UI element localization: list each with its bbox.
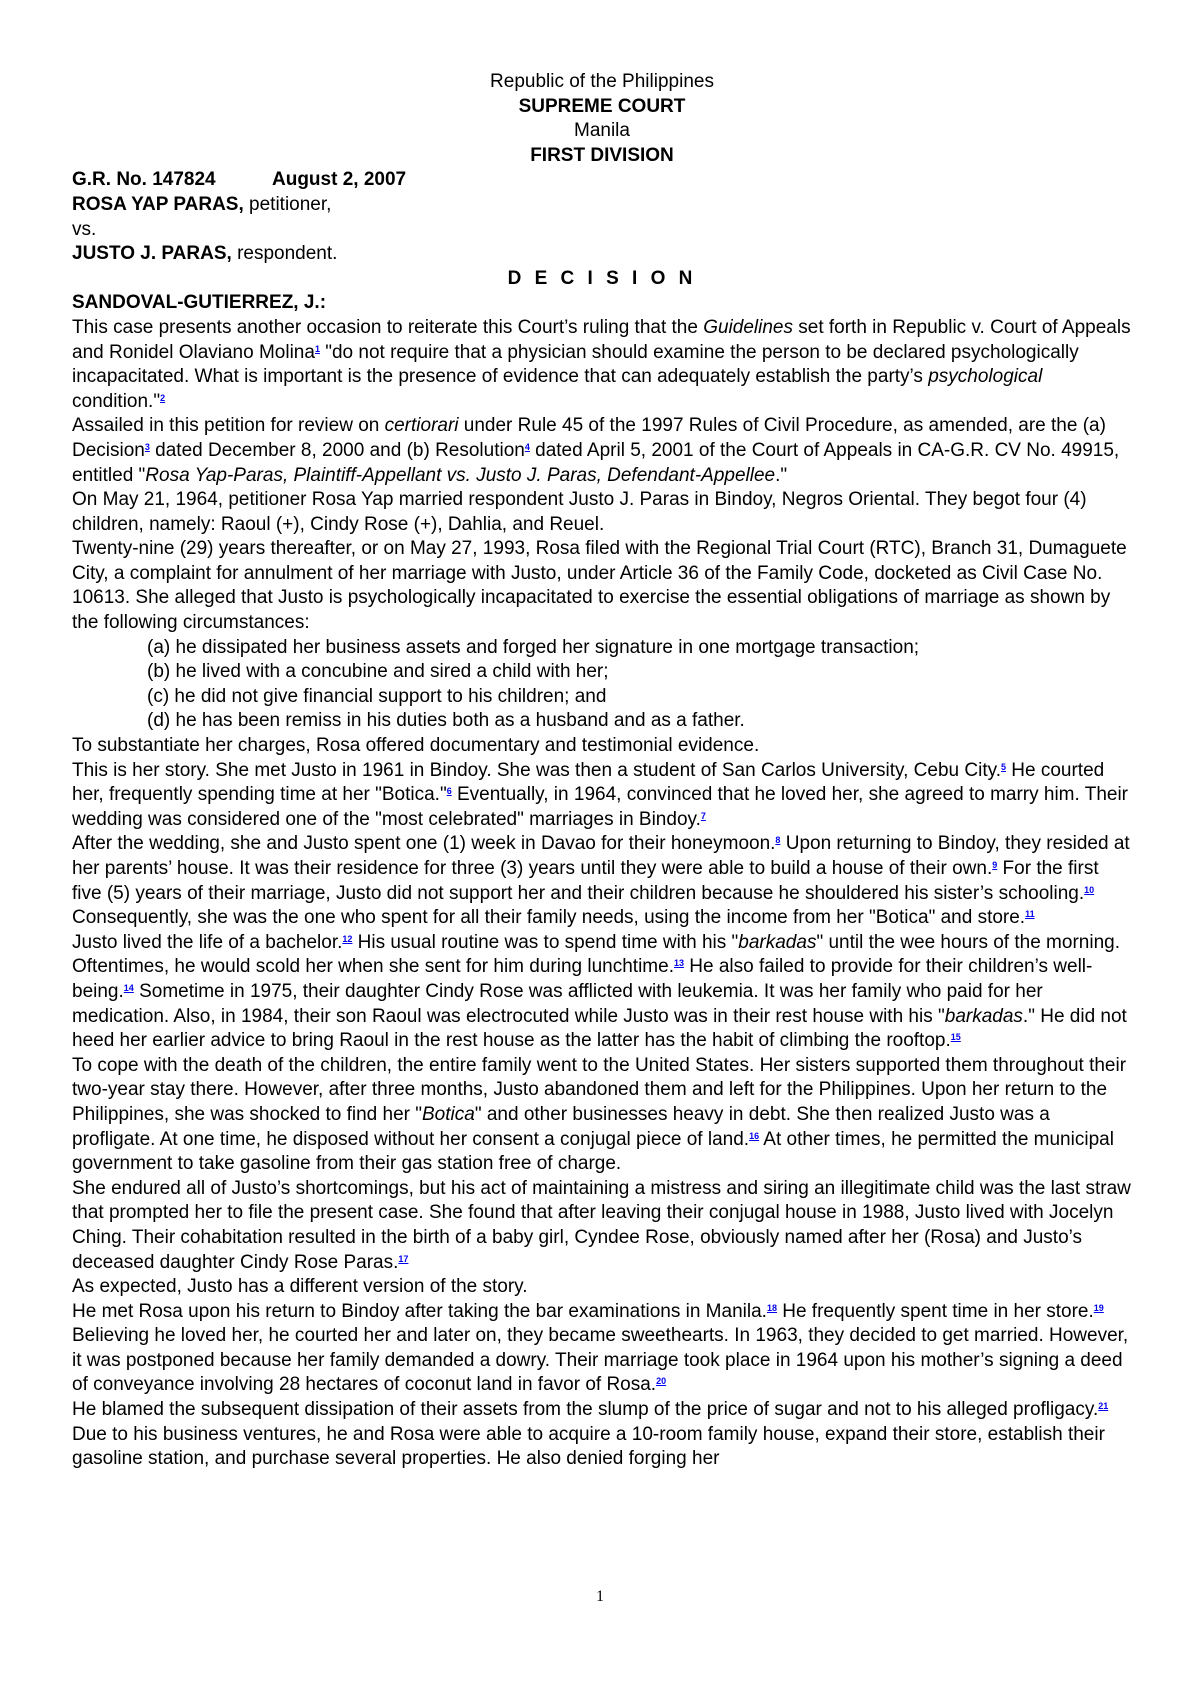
paragraph-13 bbox=[72, 1398, 1132, 1472]
paragraph-6 bbox=[72, 759, 1132, 833]
p8-text: He also failed to provide for their children’s well-being. bbox=[72, 956, 1093, 1002]
p1-text: set forth in Republic v. Court of Appeals and Ronidel Olaviano Molina bbox=[72, 316, 1131, 363]
footnote-link-18[interactable]: 18 bbox=[766, 1302, 777, 1313]
p6-text: Eventually, in 1964, convinced that he loved her, she agreed to marry him. Their wedding was considered one of the "most celebrated" marriages in Bindoy. bbox=[72, 784, 1129, 830]
header-court: SUPREME COURT bbox=[518, 95, 686, 117]
p8-text: " until the wee hours of the morning. Oftentimes, he would scold her when she sent for him during lunchtime. bbox=[72, 931, 1120, 978]
footnote-link-19[interactable]: 19 bbox=[1093, 1302, 1104, 1313]
footnote-link-9[interactable]: 9 bbox=[992, 860, 998, 870]
list-item: (b) he lived with a concubine and sired a child with her; bbox=[147, 661, 609, 683]
paragraph-7 bbox=[72, 832, 1132, 930]
footnote-link-4[interactable]: 4 bbox=[524, 441, 530, 452]
p8-italic: barkadas bbox=[738, 931, 817, 953]
p1-text: This case presents another occasion to reiterate this Court’s ruling that the bbox=[72, 316, 704, 338]
p2-italic: certiorari bbox=[384, 415, 459, 437]
p7-text: Upon returning to Bindoy, they resided at her parents’ house. It was their residence for three (3) years until they were able to build a house of their own. bbox=[72, 833, 1130, 879]
header-division: FIRST DIVISION bbox=[530, 144, 674, 166]
p2-text: under Rule 45 of the 1997 Rules of Civil Procedure, as amended, are the (a) Decision bbox=[72, 415, 1106, 461]
p10-text: She endured all of Justo’s shortcomings, but his act of maintaining a mistress and siring an illegitimate child was the last straw that prompted her to file the present case. She found that after leaving their conjugal house in 1988, Justo lived with Jocelyn Ching. Their cohabitation resulted in the birth of a baby girl, Cyndee Rose, obviously named after her (Rosa) and Justo’s deceased daughter Cindy Rose Paras. bbox=[72, 1177, 1131, 1273]
page-number: 1 bbox=[596, 1588, 604, 1605]
paragraph-10 bbox=[72, 1177, 1132, 1275]
p2-italic: Rosa Yap-Paras, Plaintiff-Appellant vs. Justo J. Paras, Defendant-Appellee bbox=[145, 464, 776, 486]
p9-text: To cope with the death of the children, the entire family went to the United States. Her sisters supported them throughout their two-year stay there. However, after three months, Justo abandoned them and left for the Philippines. Upon her return to the Philippines, she was shocked to find her " bbox=[72, 1054, 1127, 1125]
p13-text: He blamed the subsequent dissipation of their assets from the slump of the price of sugar and not to his alleged profligacy. bbox=[72, 1399, 1099, 1421]
footnote-link-5[interactable]: 5 bbox=[1000, 761, 1006, 772]
footnote-link-8[interactable]: 8 bbox=[775, 835, 781, 846]
paragraph-9 bbox=[72, 1054, 1132, 1177]
respondent-role: respondent. bbox=[231, 243, 338, 265]
p12-text: He frequently spent time in her store. bbox=[776, 1300, 1094, 1322]
footnote-link-6[interactable]: 6 bbox=[446, 786, 452, 797]
paragraph-4: Twenty-nine (29) years thereafter, or on May 27, 1993, Rosa filed with the Regional Trial Court (RTC), Branch 31, Dumaguete City, a complaint for annulment of her marriage with Justo, under Article 36 of the Family Code, docketed as Civil Case No. 10613. She alleged that Justo is psychologically incapacitated to exercise the essential obligations of marriage as shown by the following circumstances: bbox=[72, 538, 1127, 634]
p8-text: Justo lived the life of a bachelor. bbox=[72, 931, 343, 953]
p13-text: Due to his business ventures, he and Rosa were able to acquire a 10-room family house, expand their store, establish their gasoline station, and purchase several properties. He also denied forging her bbox=[72, 1423, 1105, 1470]
p9-text: At other times, he permitted the municipal government to take gasoline from their gas station free of charge. bbox=[72, 1128, 1114, 1175]
p2-text: dated December 8, 2000 and (b) Resolution bbox=[149, 439, 525, 461]
footnote-link-14[interactable]: 14 bbox=[123, 982, 134, 993]
paragraph-1 bbox=[72, 316, 1132, 414]
ponente: SANDOVAL-GUTIERREZ, J.: bbox=[72, 292, 327, 314]
footnote-link-1[interactable]: 1 bbox=[314, 343, 320, 354]
footnote-link-10[interactable]: 10 bbox=[1084, 884, 1095, 895]
petitioner-role: petitioner, bbox=[243, 193, 332, 215]
decision-date: August 2, 2007 bbox=[272, 169, 407, 191]
versus: vs. bbox=[72, 218, 97, 240]
respondent-name: JUSTO J. PARAS, bbox=[72, 243, 232, 265]
p7-text: After the wedding, she and Justo spent one (1) week in Davao for their honeymoon. bbox=[72, 833, 776, 855]
p1-italic: Guidelines bbox=[703, 316, 793, 338]
list-item: (d) he has been remiss in his duties both as a husband and as a father. bbox=[147, 710, 745, 732]
footnote-link-20[interactable]: 20 bbox=[656, 1376, 667, 1387]
footnote-link-13[interactable]: 13 bbox=[673, 958, 684, 969]
p7-text: For the first five (5) years of their marriage, Justo did not support her and their children because he shouldered his sister’s schooling. bbox=[72, 858, 1099, 904]
header-city: Manila bbox=[574, 120, 630, 142]
respondent-line bbox=[72, 242, 1132, 267]
p1-text: "do not require that a physician should examine the person to be declared psychologically incapacitated. What is important is the presence of evidence that can adequately establish the party’s bbox=[72, 341, 1079, 388]
paragraph-11: As expected, Justo has a different version of the story. bbox=[72, 1276, 528, 1298]
document-page bbox=[72, 70, 1132, 1472]
gr-number: G.R. No. 147824 bbox=[72, 169, 216, 191]
footnote-link-7[interactable]: 7 bbox=[700, 810, 706, 821]
p6-text: He courted her, frequently spending time at her "Botica." bbox=[72, 759, 1105, 806]
paragraph-5: To substantiate her charges, Rosa offered documentary and testimonial evidence. bbox=[72, 735, 760, 757]
list-item: (a) he dissipated her business assets and forged her signature in one mortgage transaction; bbox=[147, 636, 920, 658]
p8-text: His usual routine was to spend time with his " bbox=[352, 931, 739, 953]
decision-title: D E C I S I O N bbox=[507, 267, 697, 289]
paragraph-8 bbox=[72, 931, 1132, 1054]
p1-italic: psychological bbox=[928, 366, 1043, 388]
p12-text: Believing he loved her, he courted her and later on, they became sweethearts. In 1963, they decided to get married. However, it was postponed because her family demanded a dowry. Their marriage took place in 1964 upon his mother’s signing a deed of conveyance involving 28 hectares of coconut land in favor of Rosa. bbox=[72, 1325, 1129, 1396]
paragraph-12 bbox=[72, 1300, 1132, 1398]
petitioner-name: ROSA YAP PARAS, bbox=[72, 193, 244, 215]
p1-text: condition." bbox=[72, 390, 161, 412]
footnote-link-16[interactable]: 16 bbox=[749, 1130, 760, 1141]
footnote-link-17[interactable]: 17 bbox=[398, 1253, 409, 1264]
paragraph-3: On May 21, 1964, petitioner Rosa Yap married respondent Justo J. Paras in Bindoy, Negros Oriental. They begot four (4) children, namely: Raoul (+), Cindy Rose (+), Dahlia, and Reuel. bbox=[72, 489, 1087, 535]
p9-text: " and other businesses heavy in debt. She then realized Justo was a profligate. At one time, he disposed without her consent a conjugal piece of land. bbox=[72, 1103, 1050, 1150]
p2-text: dated April 5, 2001 of the Court of Appeals in CA-G.R. CV No. 49915, entitled " bbox=[72, 439, 1120, 486]
p2-text: ." bbox=[775, 464, 788, 486]
p12-text: He met Rosa upon his return to Bindoy after taking the bar examinations in Manila. bbox=[72, 1300, 767, 1322]
paragraph-2 bbox=[72, 414, 1132, 488]
petitioner-line bbox=[72, 193, 1132, 218]
p2-text: Assailed in this petition for review on bbox=[72, 415, 385, 437]
footnote-link-3[interactable]: 3 bbox=[144, 441, 150, 452]
list-item: (c) he did not give financial support to his children; and bbox=[147, 685, 607, 707]
p6-text: This is her story. She met Justo in 1961 in Bindoy. She was then a student of San Carlos University, Cebu City. bbox=[72, 759, 1001, 781]
header-republic: Republic of the Philippines bbox=[490, 71, 714, 92]
p8-text: Sometime in 1975, their daughter Cindy Rose was afflicted with leukemia. It was her family who paid for her medication. Also, in 1984, their son Raoul was electrocuted while Justo was in their rest house with his " bbox=[72, 980, 1043, 1027]
p9-italic: Botica bbox=[422, 1103, 475, 1125]
case-number-line bbox=[72, 168, 1132, 193]
footnote-link-15[interactable]: 15 bbox=[950, 1032, 961, 1043]
footnote-link-12[interactable]: 12 bbox=[342, 933, 353, 944]
p7-text: Consequently, she was the one who spent for all their family needs, using the income from her "Botica" and store. bbox=[72, 907, 1026, 929]
p8-text: ." He did not heed her earlier advice to bring Raoul in the rest house as the latter has the habit of climbing the rooftop. bbox=[72, 1005, 1127, 1052]
p8-italic: barkadas bbox=[944, 1005, 1023, 1027]
footnote-link-11[interactable]: 11 bbox=[1025, 909, 1035, 920]
footnote-link-21[interactable]: 21 bbox=[1098, 1401, 1109, 1412]
footnote-link-2[interactable]: 2 bbox=[160, 392, 166, 403]
